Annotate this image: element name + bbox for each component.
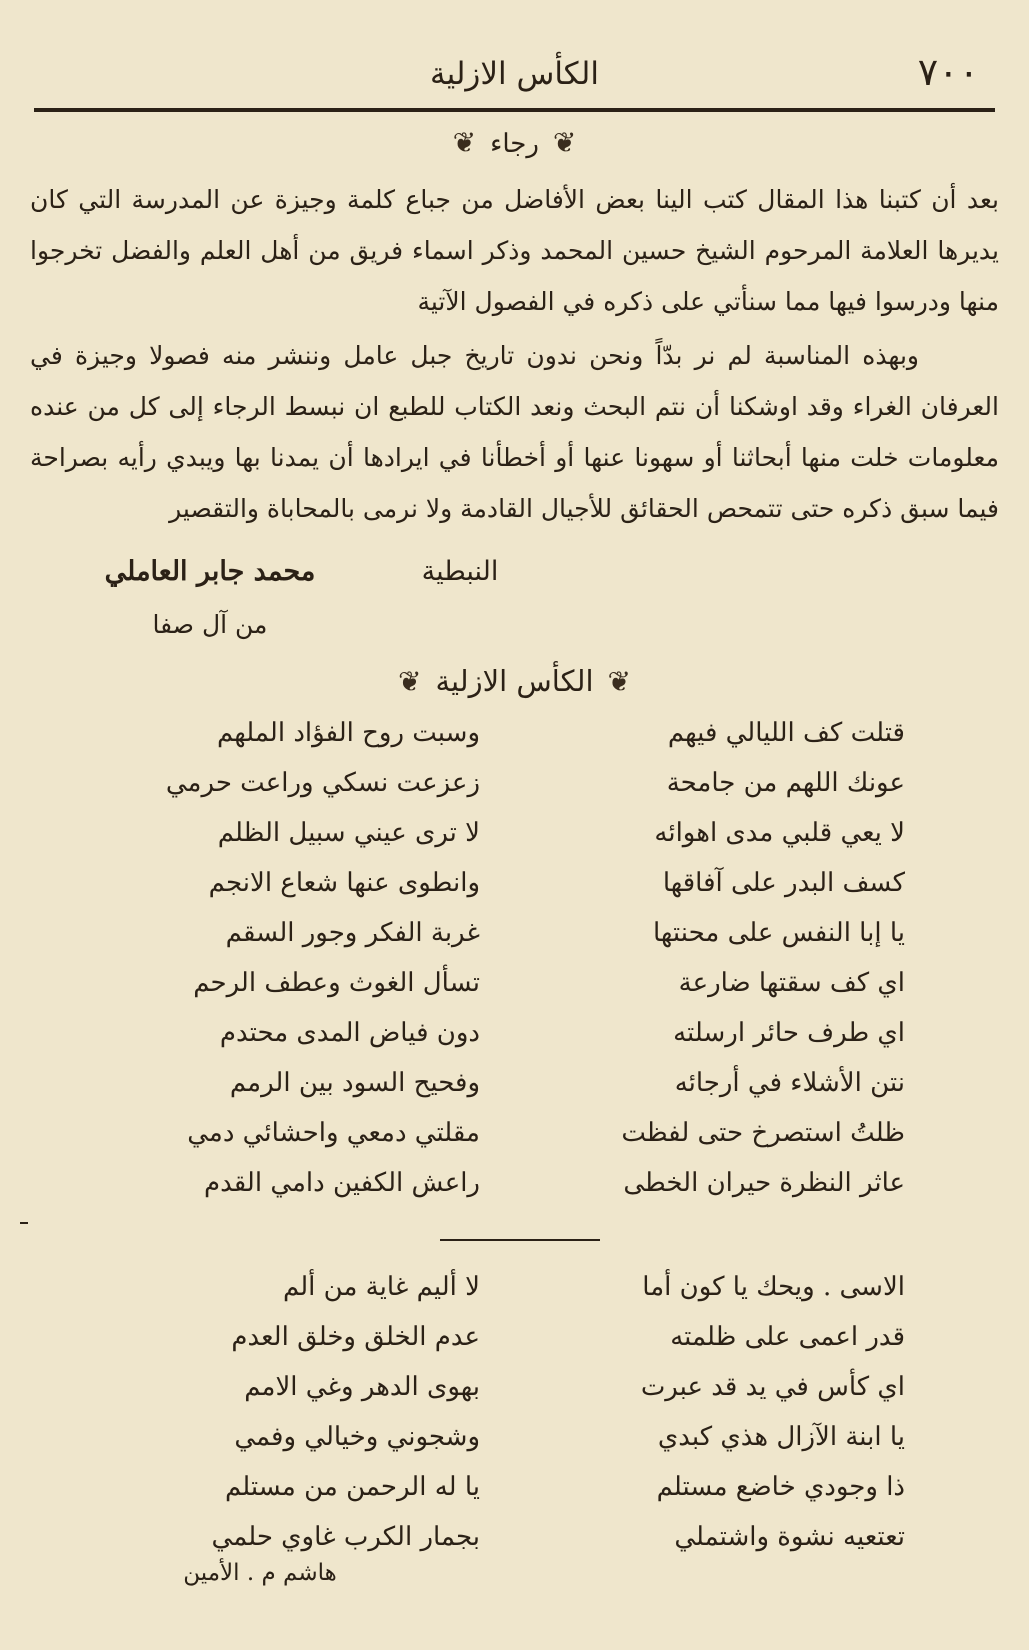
verse-first-hemistich: تعتعيه نشوة واشتملي	[674, 1522, 905, 1552]
poem-verse	[0, 908, 1029, 958]
verse-first-hemistich: قدر اعمى على ظلمته	[670, 1322, 905, 1352]
verse-second-hemistich: دون فياض المدى محتدم	[219, 1018, 480, 1048]
ornament-left-icon: ❦	[607, 665, 632, 698]
verse-second-hemistich: بجمار الكرب غاوي حلمي	[211, 1522, 480, 1552]
verse-second-hemistich: لا ترى عيني سبيل الظلم	[217, 818, 480, 848]
verse-first-hemistich: لا يعي قلبي مدى اهوائه	[654, 818, 905, 848]
verse-first-hemistich: اي كأس في يد قد عبرت	[640, 1372, 905, 1402]
author-family: من آل صفا	[152, 610, 268, 639]
poem-verse	[0, 1158, 1029, 1208]
verse-first-hemistich: اي كف سقتها ضارعة	[678, 968, 905, 998]
poem-verse	[0, 1058, 1029, 1108]
verse-first-hemistich: عاثر النظرة حيران الخطى	[623, 1168, 905, 1198]
verse-first-hemistich: الاسى . ويحك يا كون أما	[642, 1272, 905, 1302]
ornament-left-icon: ❦	[552, 126, 577, 159]
poem-verse	[0, 1312, 1029, 1362]
page-number: ٧٠٠	[917, 50, 979, 94]
verse-first-hemistich: كسف البدر على آفاقها	[662, 868, 905, 898]
rajaa-heading-text: رجاء	[490, 129, 539, 159]
ornament-right-icon: ❦	[397, 665, 422, 698]
verse-first-hemistich: يا إبا النفس على محنتها	[653, 918, 905, 948]
margin-mark	[20, 1222, 28, 1224]
verse-first-hemistich: اي طرف حائر ارسلته	[673, 1018, 905, 1048]
rajaa-paragraph-1-text: بعد أن كتبنا هذا المقال كتب الينا بعض الأفاضل من جباع كلمة وجيزة عن المدرسة التي كان يديرها العلامة المرحوم الشيخ حسين المحمد وذكر اسماء فريق من أهل العلم والفضل تخرجوا منها ودرسوا فيها مما سنأتي على ذكره في الفصول الآتية	[30, 185, 999, 316]
rajaa-paragraph-1	[30, 174, 999, 327]
verse-second-hemistich: مقلتي دمعي واحشائي دمي	[187, 1118, 480, 1148]
running-title: الكأس الازلية	[429, 56, 599, 92]
verse-first-hemistich: عونك اللهم من جامحة	[666, 768, 905, 798]
verse-second-hemistich: راعش الكفين دامي القدم	[204, 1168, 480, 1198]
poem-verse	[0, 708, 1029, 758]
rajaa-paragraph-2-text: وبهذه المناسبة لم نر بدّاً ونحن ندون تاريخ جبل عامل وننشر منه فصولا وجيزة في العرفان الغراء وقد اوشكنا أن نتم البحث ونعد الكتاب للطبع ان نبسط الرجاء إلى كل من عنده معلومات خلت منها أبحاثنا أو سهونا عنها أو أخطأنا في ايرادها أن يمدنا بها ويبدي رأيه بصراحة فيما سبق ذكره حتى تتمحص الحقائق للأجيال القادمة ولا نرمى بالمحاباة والتقصير	[30, 341, 999, 523]
verse-first-hemistich: نتن الأشلاء في أرجائه	[674, 1068, 905, 1098]
rajaa-paragraph-2	[30, 330, 999, 534]
author-name: محمد جابر العاملي	[104, 556, 316, 587]
rajaa-heading	[0, 126, 1029, 159]
verse-second-hemistich: وانطوى عنها شعاع الانجم	[208, 868, 480, 898]
verse-first-hemistich: يا ابنة الآزال هذي كبدي	[657, 1422, 905, 1452]
poem-signature: هاشم م . الأمين	[183, 1560, 337, 1586]
poem-verse	[0, 1512, 1029, 1562]
verse-second-hemistich: عدم الخلق وخلق العدم	[231, 1322, 480, 1352]
poem-verse	[0, 958, 1029, 1008]
poem-verse	[0, 758, 1029, 808]
poem-verse	[0, 858, 1029, 908]
poem-verse	[0, 1412, 1029, 1462]
verse-first-hemistich: ظلتُ استصرخ حتى لفظت	[621, 1118, 905, 1148]
verse-second-hemistich: تسأل الغوث وعطف الرحم	[193, 968, 480, 998]
verse-second-hemistich: زعزعت نسكي وراعت حرمي	[165, 768, 480, 798]
poem-heading	[0, 664, 1029, 698]
verse-second-hemistich: بهوى الدهر وغي الامم	[244, 1372, 480, 1402]
place-name: النبطية	[421, 556, 499, 587]
poem-verse	[0, 1462, 1029, 1512]
verse-second-hemistich: وفحيح السود بين الرمم	[229, 1068, 480, 1098]
header-rule	[34, 108, 995, 112]
verse-first-hemistich: قتلت كف الليالي فيهم	[667, 718, 905, 748]
ornament-right-icon: ❦	[452, 126, 477, 159]
poem-verse	[0, 1008, 1029, 1058]
verse-second-hemistich: وسبت روح الفؤاد الملهم	[216, 718, 480, 748]
verse-second-hemistich: يا له الرحمن من مستلم	[224, 1472, 480, 1502]
poem-divider	[440, 1239, 600, 1241]
page-header	[30, 48, 999, 100]
poem-verse	[0, 808, 1029, 858]
poem-verse	[0, 1262, 1029, 1312]
verse-second-hemistich: لا أليم غاية من ألم	[282, 1272, 480, 1302]
poem-verse	[0, 1362, 1029, 1412]
verse-second-hemistich: وشجوني وخيالي وفمي	[234, 1422, 480, 1452]
verse-first-hemistich: ذا وجودي خاضع مستلم	[656, 1472, 905, 1502]
verse-second-hemistich: غربة الفكر وجور السقم	[225, 918, 480, 948]
poem-heading-text: الكأس الازلية	[435, 664, 594, 698]
poem-verse	[0, 1108, 1029, 1158]
